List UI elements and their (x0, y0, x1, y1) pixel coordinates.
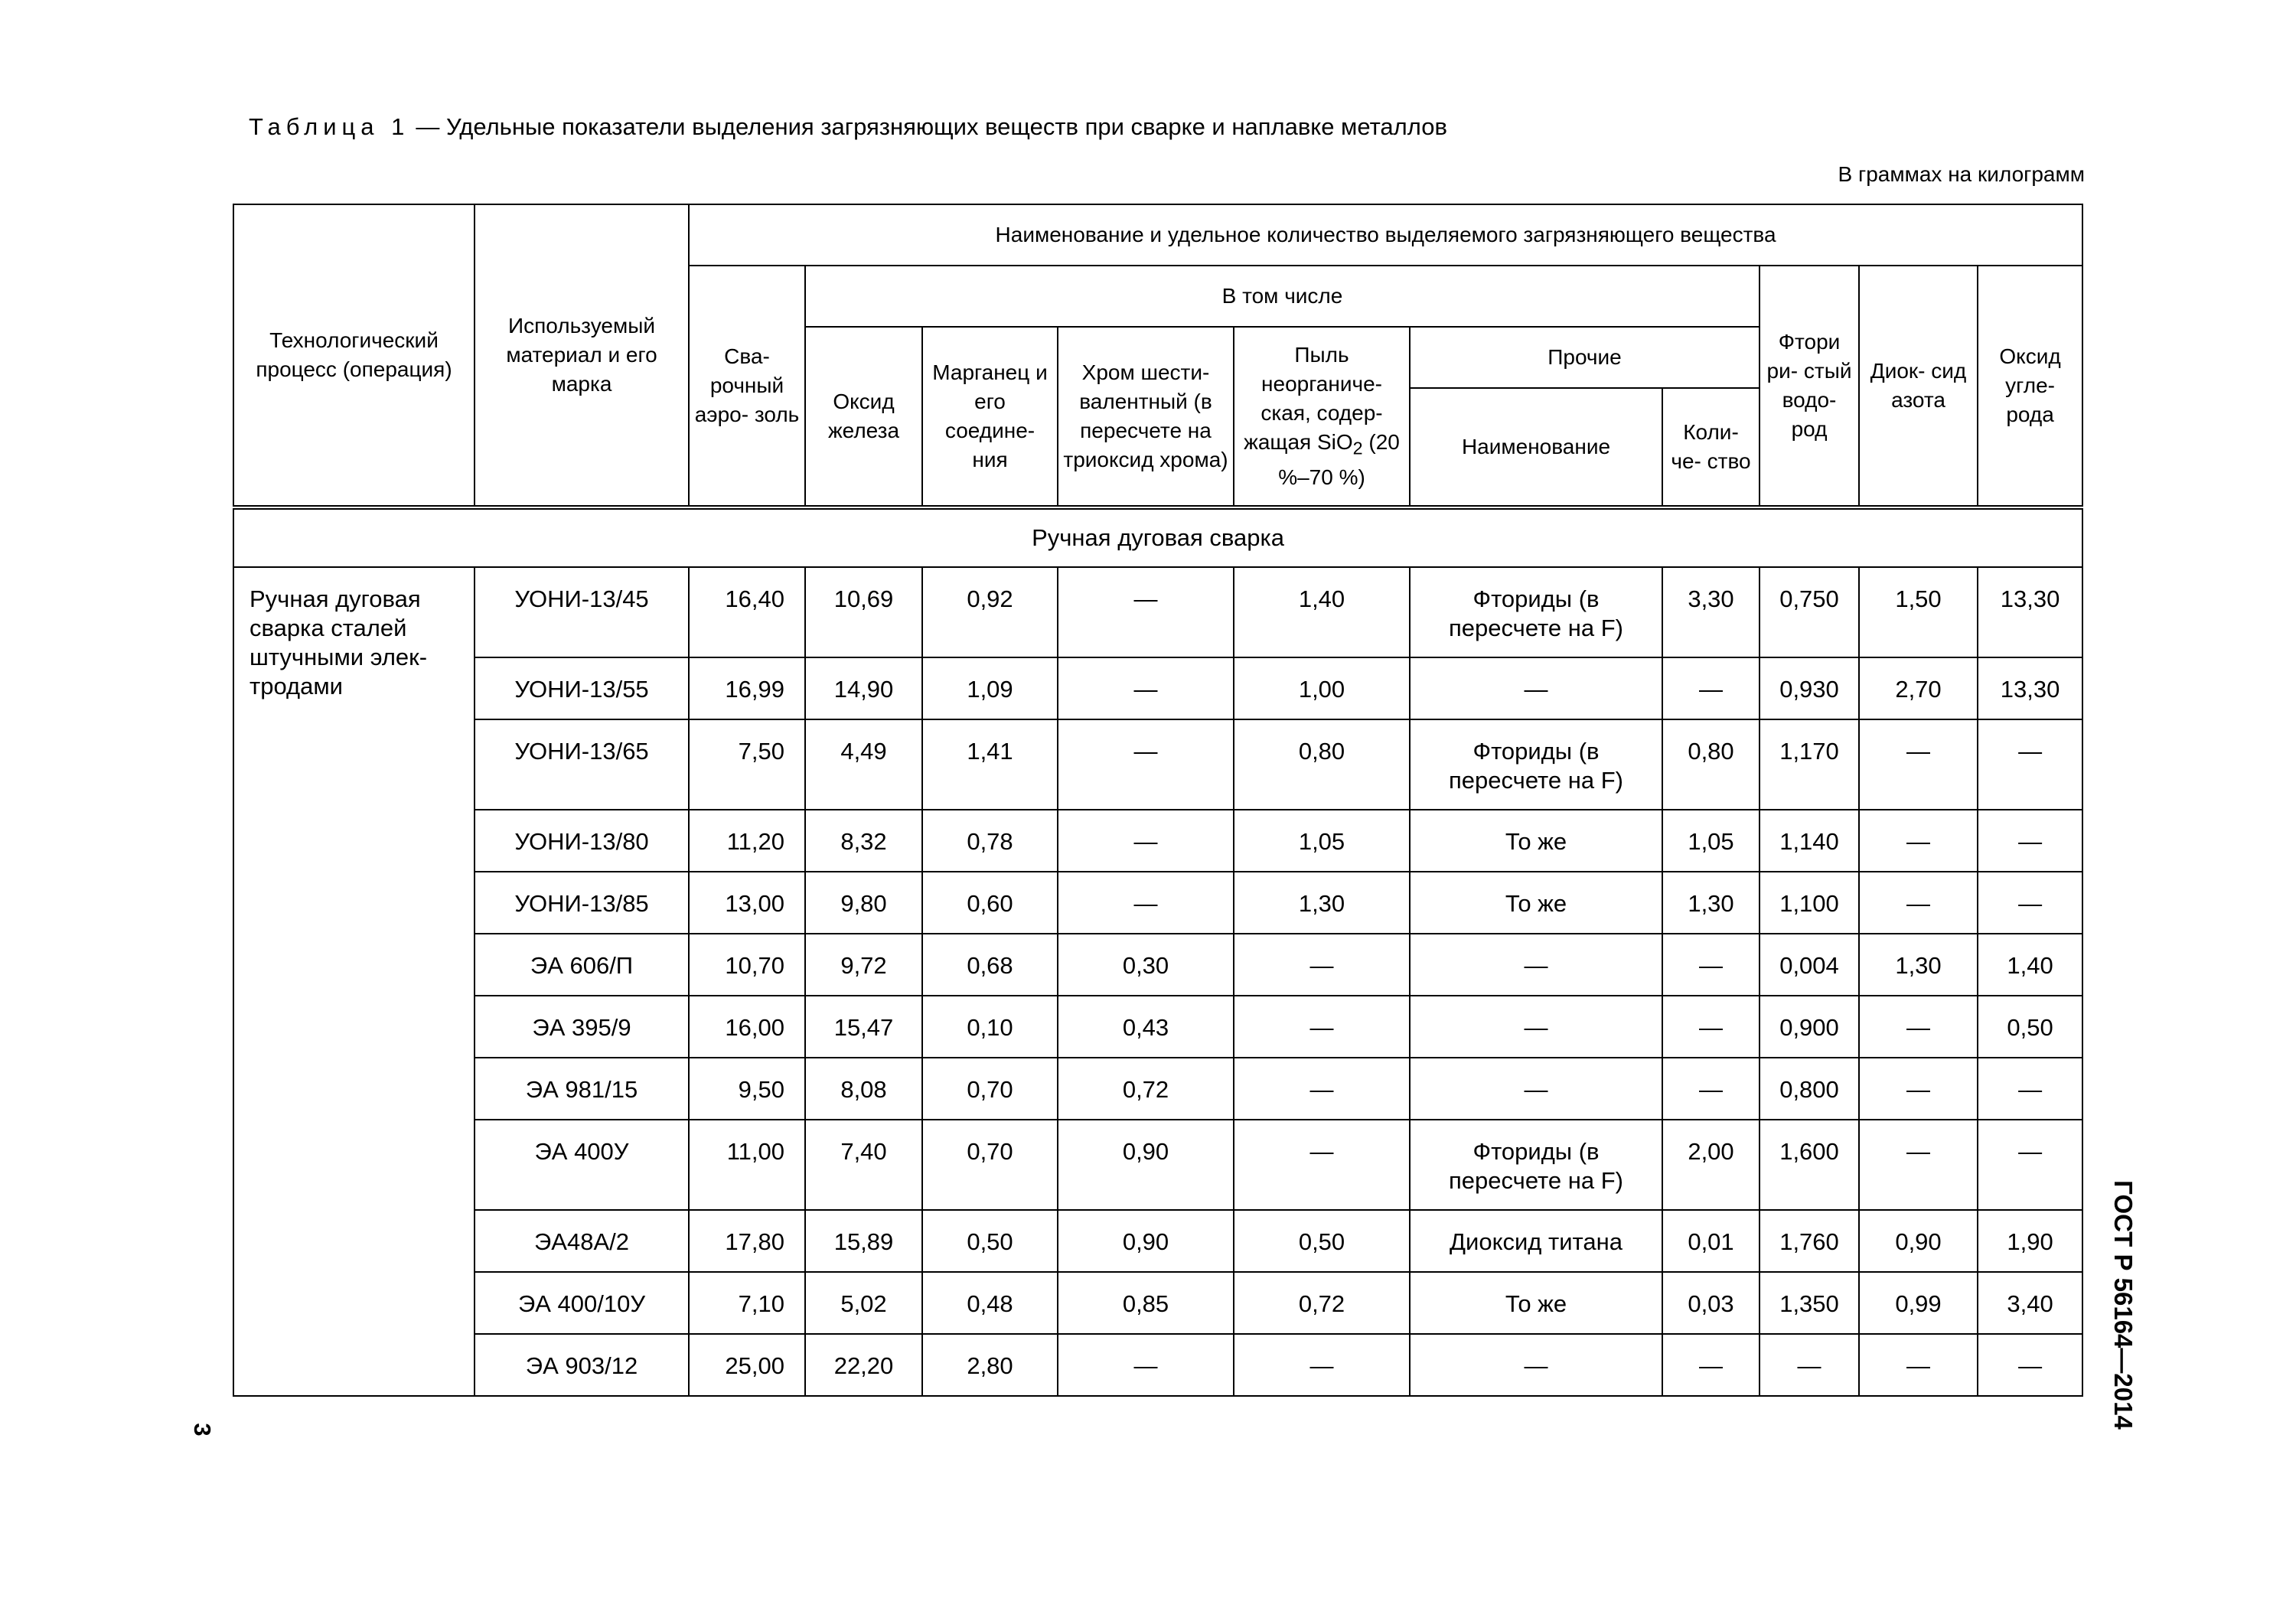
cell-co: — (1978, 719, 2082, 810)
table-row (233, 810, 2082, 872)
material-cell: ЭА 400/10У (475, 1272, 689, 1334)
cell-no2: 1,50 (1859, 567, 1978, 657)
header-iron-oxide: Оксид железа (805, 327, 922, 507)
cell-dust: — (1234, 1058, 1410, 1120)
header-manganese: Марганец и его соедине- ния (922, 327, 1058, 507)
header-dust-sub: 2 (1352, 438, 1363, 458)
table-title-text: — Удельные показатели выделения загрязняющих веществ при сварке и наплавке металлов (416, 113, 1447, 140)
cell-other-name: — (1410, 1334, 1662, 1396)
cell-co: — (1978, 1334, 2082, 1396)
header-other-qty: Коли- че- ство (1662, 388, 1760, 507)
header-including: В том числе (805, 266, 1760, 327)
cell-iron: 9,72 (805, 934, 922, 996)
cell-aerosol: 11,20 (689, 810, 805, 872)
cell-cr: 0,30 (1058, 934, 1234, 996)
cell-other-qty: 2,00 (1662, 1120, 1760, 1210)
material-cell: УОНИ-13/80 (475, 810, 689, 872)
cell-dust: — (1234, 1334, 1410, 1396)
cell-aerosol: 16,99 (689, 657, 805, 719)
cell-cr: — (1058, 719, 1234, 810)
cell-other-name: — (1410, 934, 1662, 996)
material-cell: УОНИ-13/85 (475, 872, 689, 934)
section-title: Ручная дуговая сварка (233, 507, 2082, 567)
cell-dust: 1,30 (1234, 872, 1410, 934)
cell-iron: 4,49 (805, 719, 922, 810)
cell-no2: — (1859, 810, 1978, 872)
cell-iron: 15,47 (805, 996, 922, 1058)
header-aerosol: Сва- рочный аэро- золь (689, 266, 805, 507)
material-cell: УОНИ-13/45 (475, 567, 689, 657)
cell-iron: 7,40 (805, 1120, 922, 1210)
cell-cr: — (1058, 567, 1234, 657)
cell-cr: — (1058, 810, 1234, 872)
cell-no2: — (1859, 996, 1978, 1058)
cell-iron: 5,02 (805, 1272, 922, 1334)
cell-co: 13,30 (1978, 567, 2082, 657)
cell-other-qty: 0,80 (1662, 719, 1760, 810)
cell-aerosol: 16,40 (689, 567, 805, 657)
cell-other-qty: 0,01 (1662, 1210, 1760, 1272)
cell-cr: — (1058, 657, 1234, 719)
cell-no2: — (1859, 1120, 1978, 1210)
cell-aerosol: 11,00 (689, 1120, 805, 1210)
cell-other-name: Фториды (в пересчете на F) (1410, 1120, 1662, 1210)
cell-cr: 0,90 (1058, 1120, 1234, 1210)
header-group: Наименование и удельное количество выделяемого загрязняющего вещества (689, 204, 2082, 266)
table-title-label: Таблица 1 (249, 113, 410, 140)
cell-aerosol: 16,00 (689, 996, 805, 1058)
cell-co: — (1978, 810, 2082, 872)
cell-mn: 0,48 (922, 1272, 1058, 1334)
header-chromium: Хром шести- валентный (в пересчете на триоксид хрома) (1058, 327, 1234, 507)
cell-other-name: То же (1410, 1272, 1662, 1334)
cell-aerosol: 7,10 (689, 1272, 805, 1334)
table-row (233, 872, 2082, 934)
material-cell: ЭА 981/15 (475, 1058, 689, 1120)
header-other-name: Наименование (1410, 388, 1662, 507)
cell-other-name: Диоксид титана (1410, 1210, 1662, 1272)
process-cell: Ручная дуговая сварка сталей штучными элек- тродами (233, 567, 475, 1396)
cell-hf: 0,900 (1760, 996, 1859, 1058)
cell-dust: 0,80 (1234, 719, 1410, 810)
cell-aerosol: 25,00 (689, 1334, 805, 1396)
cell-other-name: То же (1410, 872, 1662, 934)
cell-cr: — (1058, 1334, 1234, 1396)
cell-aerosol: 9,50 (689, 1058, 805, 1120)
header-no2: Диок- сид азота (1859, 266, 1978, 507)
table-title (249, 113, 1447, 141)
cell-aerosol: 13,00 (689, 872, 805, 934)
table-row (233, 657, 2082, 719)
cell-cr: 0,43 (1058, 996, 1234, 1058)
table-row (233, 1210, 2082, 1272)
cell-no2: — (1859, 872, 1978, 934)
cell-cr: 0,90 (1058, 1210, 1234, 1272)
cell-mn: 0,70 (922, 1120, 1058, 1210)
cell-other-qty: 1,30 (1662, 872, 1760, 934)
cell-co: 1,40 (1978, 934, 2082, 996)
table-row (233, 934, 2082, 996)
cell-other-name: Фториды (в пересчете на F) (1410, 567, 1662, 657)
cell-other-qty: — (1662, 657, 1760, 719)
cell-other-qty: 1,05 (1662, 810, 1760, 872)
document-code-text: ГОСТ Р 56164—2014 (2109, 1180, 2138, 1430)
header-dust (1234, 327, 1410, 507)
table-row (233, 1120, 2082, 1210)
cell-other-qty: — (1662, 1058, 1760, 1120)
material-cell: ЭА 395/9 (475, 996, 689, 1058)
page-number-text: 3 (189, 1423, 216, 1436)
cell-hf: 1,140 (1760, 810, 1859, 872)
table-row (233, 1058, 2082, 1120)
cell-cr: 0,72 (1058, 1058, 1234, 1120)
cell-dust: 1,05 (1234, 810, 1410, 872)
cell-other-name: — (1410, 1058, 1662, 1120)
cell-iron: 22,20 (805, 1334, 922, 1396)
header-dust-suffix: (20 %–70 %) (1278, 430, 1400, 489)
cell-cr: 0,85 (1058, 1272, 1234, 1334)
cell-other-name: То же (1410, 810, 1662, 872)
cell-co: — (1978, 872, 2082, 934)
cell-aerosol: 7,50 (689, 719, 805, 810)
cell-no2: 0,90 (1859, 1210, 1978, 1272)
cell-mn: 1,41 (922, 719, 1058, 810)
material-cell: ЭА48А/2 (475, 1210, 689, 1272)
cell-hf: 1,760 (1760, 1210, 1859, 1272)
cell-co: 3,40 (1978, 1272, 2082, 1334)
cell-co: 1,90 (1978, 1210, 2082, 1272)
cell-hf: 0,750 (1760, 567, 1859, 657)
cell-iron: 8,32 (805, 810, 922, 872)
cell-other-qty: 3,30 (1662, 567, 1760, 657)
cell-no2: 0,99 (1859, 1272, 1978, 1334)
cell-no2: 1,30 (1859, 934, 1978, 996)
material-cell: ЭА 606/П (475, 934, 689, 996)
cell-mn: 0,78 (922, 810, 1058, 872)
cell-co: 0,50 (1978, 996, 2082, 1058)
cell-co: — (1978, 1120, 2082, 1210)
cell-other-qty: — (1662, 1334, 1760, 1396)
header-dust-prefix: Пыль неорганиче- ская, содер- жащая SiO (1244, 343, 1383, 455)
table-row (233, 719, 2082, 810)
cell-no2: — (1859, 719, 1978, 810)
cell-dust: — (1234, 996, 1410, 1058)
cell-dust: 1,40 (1234, 567, 1410, 657)
cell-mn: 0,50 (922, 1210, 1058, 1272)
cell-hf: — (1760, 1334, 1859, 1396)
cell-hf: 1,350 (1760, 1272, 1859, 1334)
page-number (187, 1414, 217, 1445)
material-cell: ЭА 903/12 (475, 1334, 689, 1396)
cell-cr: — (1058, 872, 1234, 934)
cell-hf: 1,170 (1760, 719, 1859, 810)
header-material: Используемый материал и его марка (475, 204, 689, 507)
cell-other-qty: 0,03 (1662, 1272, 1760, 1334)
cell-iron: 15,89 (805, 1210, 922, 1272)
cell-other-qty: — (1662, 996, 1760, 1058)
cell-iron: 9,80 (805, 872, 922, 934)
cell-dust: 0,72 (1234, 1272, 1410, 1334)
cell-dust: 1,00 (1234, 657, 1410, 719)
emissions-table (233, 204, 2083, 1397)
cell-no2: 2,70 (1859, 657, 1978, 719)
cell-iron: 14,90 (805, 657, 922, 719)
cell-other-name: Фториды (в пересчете на F) (1410, 719, 1662, 810)
cell-hf: 0,930 (1760, 657, 1859, 719)
cell-mn: 0,92 (922, 567, 1058, 657)
cell-iron: 8,08 (805, 1058, 922, 1120)
cell-dust: — (1234, 1120, 1410, 1210)
header-process: Технологический процесс (операция) (233, 204, 475, 507)
cell-no2: — (1859, 1058, 1978, 1120)
cell-mn: 0,70 (922, 1058, 1058, 1120)
cell-other-name: — (1410, 996, 1662, 1058)
cell-aerosol: 17,80 (689, 1210, 805, 1272)
cell-no2: — (1859, 1334, 1978, 1396)
cell-mn: 0,10 (922, 996, 1058, 1058)
cell-dust: 0,50 (1234, 1210, 1410, 1272)
header-other: Прочие (1410, 327, 1760, 388)
cell-hf: 1,100 (1760, 872, 1859, 934)
cell-other-qty: — (1662, 934, 1760, 996)
cell-iron: 10,69 (805, 567, 922, 657)
cell-mn: 1,09 (922, 657, 1058, 719)
material-cell: УОНИ-13/55 (475, 657, 689, 719)
cell-aerosol: 10,70 (689, 934, 805, 996)
material-cell: ЭА 400У (475, 1120, 689, 1210)
header-hf: Фтори ри- стый водо- род (1760, 266, 1859, 507)
header-co: Оксид угле- рода (1978, 266, 2082, 507)
table-row (233, 567, 2082, 657)
document-code (2102, 1167, 2144, 1443)
cell-hf: 0,800 (1760, 1058, 1859, 1120)
cell-mn: 0,60 (922, 872, 1058, 934)
cell-co: 13,30 (1978, 657, 2082, 719)
units-note: В граммах на килограмм (1838, 162, 2085, 186)
table-row (233, 996, 2082, 1058)
table-row (233, 1272, 2082, 1334)
cell-mn: 0,68 (922, 934, 1058, 996)
cell-co: — (1978, 1058, 2082, 1120)
cell-other-name: — (1410, 657, 1662, 719)
cell-dust: — (1234, 934, 1410, 996)
cell-mn: 2,80 (922, 1334, 1058, 1396)
cell-hf: 0,004 (1760, 934, 1859, 996)
table-row (233, 1334, 2082, 1396)
material-cell: УОНИ-13/65 (475, 719, 689, 810)
cell-hf: 1,600 (1760, 1120, 1859, 1210)
